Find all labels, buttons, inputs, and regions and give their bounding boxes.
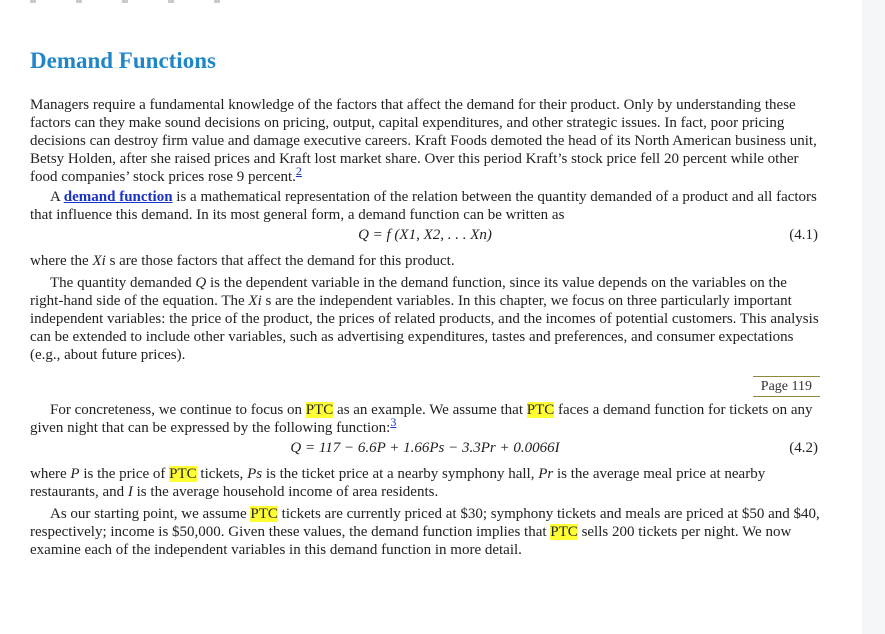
- variable-xi-2: Xi: [248, 293, 262, 309]
- highlight-ptc: PTC: [169, 466, 197, 482]
- equation-4-1-number: (4.1): [789, 227, 818, 243]
- equation-4-2-formula: Q = 117 − 6.6P + 1.66Ps − 3.3Pr + 0.0066I: [290, 440, 560, 456]
- equation-4-1: [30, 224, 820, 248]
- paragraph-6-text-e: is the average household income of area residents.: [132, 484, 439, 500]
- paragraph-5-lead: For concreteness, we continue to focus on: [50, 402, 306, 418]
- paragraph-1-text: Managers require a fundamental knowledge of the factors that affect the demand for their product. Only by understanding these factors can they make sound decisions on pricing, output, capital expenditures, and other strategic issues. In fact, poor pricing decisions can destroy firm value and damage executive careers. Kraft Foods demoted the head of its North American business unit, Betsy Holden, after she raised prices and Kraft lost market share. Over this period Kraft’s stock price fell 20 percent while other food companies’ stock prices rose 9 percent.: [30, 97, 817, 185]
- paragraph-3: [30, 252, 820, 270]
- paragraph-2-lead: A: [50, 189, 64, 205]
- variable-pr: Pr: [538, 466, 554, 482]
- highlight-ptc: PTC: [526, 402, 555, 418]
- variable-ps: Ps: [247, 466, 263, 482]
- paragraph-4-text-a: is the dependent variable in the demand function, since its value depends on the variables on the right-hand side of the equation. The: [30, 275, 787, 309]
- top-fragment-line: [30, 0, 252, 3]
- equation-4-2-number: (4.2): [789, 440, 818, 456]
- variable-xi: Xi: [92, 253, 106, 269]
- paragraph-6-text-c: is the ticket price at a nearby symphony hall,: [262, 466, 539, 482]
- equation-4-2: [30, 437, 820, 461]
- highlight-ptc: PTC: [550, 524, 578, 540]
- paragraph-5: [30, 401, 820, 437]
- paragraph-7-text-a: tickets are currently priced at $30; symphony tickets and meals are priced at $50 and $40, respectively; income is $50,000. Given these values, the demand function implies that: [30, 506, 820, 540]
- paragraph-2: [30, 188, 820, 224]
- paragraph-3-lead: where the: [30, 253, 93, 269]
- paragraph-5-text-b: faces a demand function for tickets on any given night that can be expressed by the following function:: [30, 402, 813, 436]
- paragraph-5-text-a: as an example. We assume that: [333, 402, 527, 418]
- paragraph-6-lead: where: [30, 466, 71, 482]
- paragraph-6: [30, 465, 820, 501]
- variable-q: Q: [195, 275, 207, 291]
- page-number: Page 119: [753, 376, 820, 397]
- paragraph-2-text: is a mathematical representation of the relation between the quantity demanded of a product and all factors that influence this demand. In its most general form, a demand function can be written as: [30, 189, 817, 223]
- paragraph-4-lead: The quantity demanded: [50, 275, 196, 291]
- paragraph-4: [30, 274, 820, 364]
- paragraph-7: [30, 505, 820, 559]
- paragraph-7-text-b: sells 200 tickets per night. We now examine each of the independent variables in this demand function in more detail.: [30, 524, 792, 558]
- variable-i: I: [127, 484, 133, 500]
- paragraph-1: [30, 96, 820, 186]
- variable-p: P: [70, 466, 80, 482]
- scrollbar-track[interactable]: [862, 0, 885, 634]
- paragraph-4-text-b: s are the independent variables. In this chapter, we focus on three particularly important independent variables: the price of the product, the prices of related products, and the incomes of potential customers. This analysis can be extended to include other variables, such as advertising expenditures, tastes and preferences, and consumer expectations (e.g., about future prices).: [30, 293, 819, 363]
- paragraph-7-lead: As our starting point, we assume: [50, 506, 251, 522]
- section-body: [30, 96, 820, 559]
- footnote-link-3[interactable]: 3: [390, 415, 397, 429]
- highlight-ptc: PTC: [305, 402, 334, 418]
- paragraph-3-text: s are those factors that affect the demand for this product.: [105, 253, 455, 269]
- footnote-link-2[interactable]: 2: [295, 164, 302, 178]
- paragraph-6-text-a: is the price of: [79, 466, 170, 482]
- highlight-ptc: PTC: [250, 506, 278, 522]
- section-heading: Demand Functions: [30, 48, 216, 73]
- equation-4-1-formula: Q = f (X1, X2, . . . Xn): [358, 227, 492, 243]
- demand-function-link[interactable]: demand function: [63, 189, 173, 205]
- paragraph-6-text-b: tickets,: [196, 466, 248, 482]
- paragraph-6-text-d: is the average meal price at nearby restaurants, and: [30, 466, 766, 500]
- page-marker: [30, 376, 820, 397]
